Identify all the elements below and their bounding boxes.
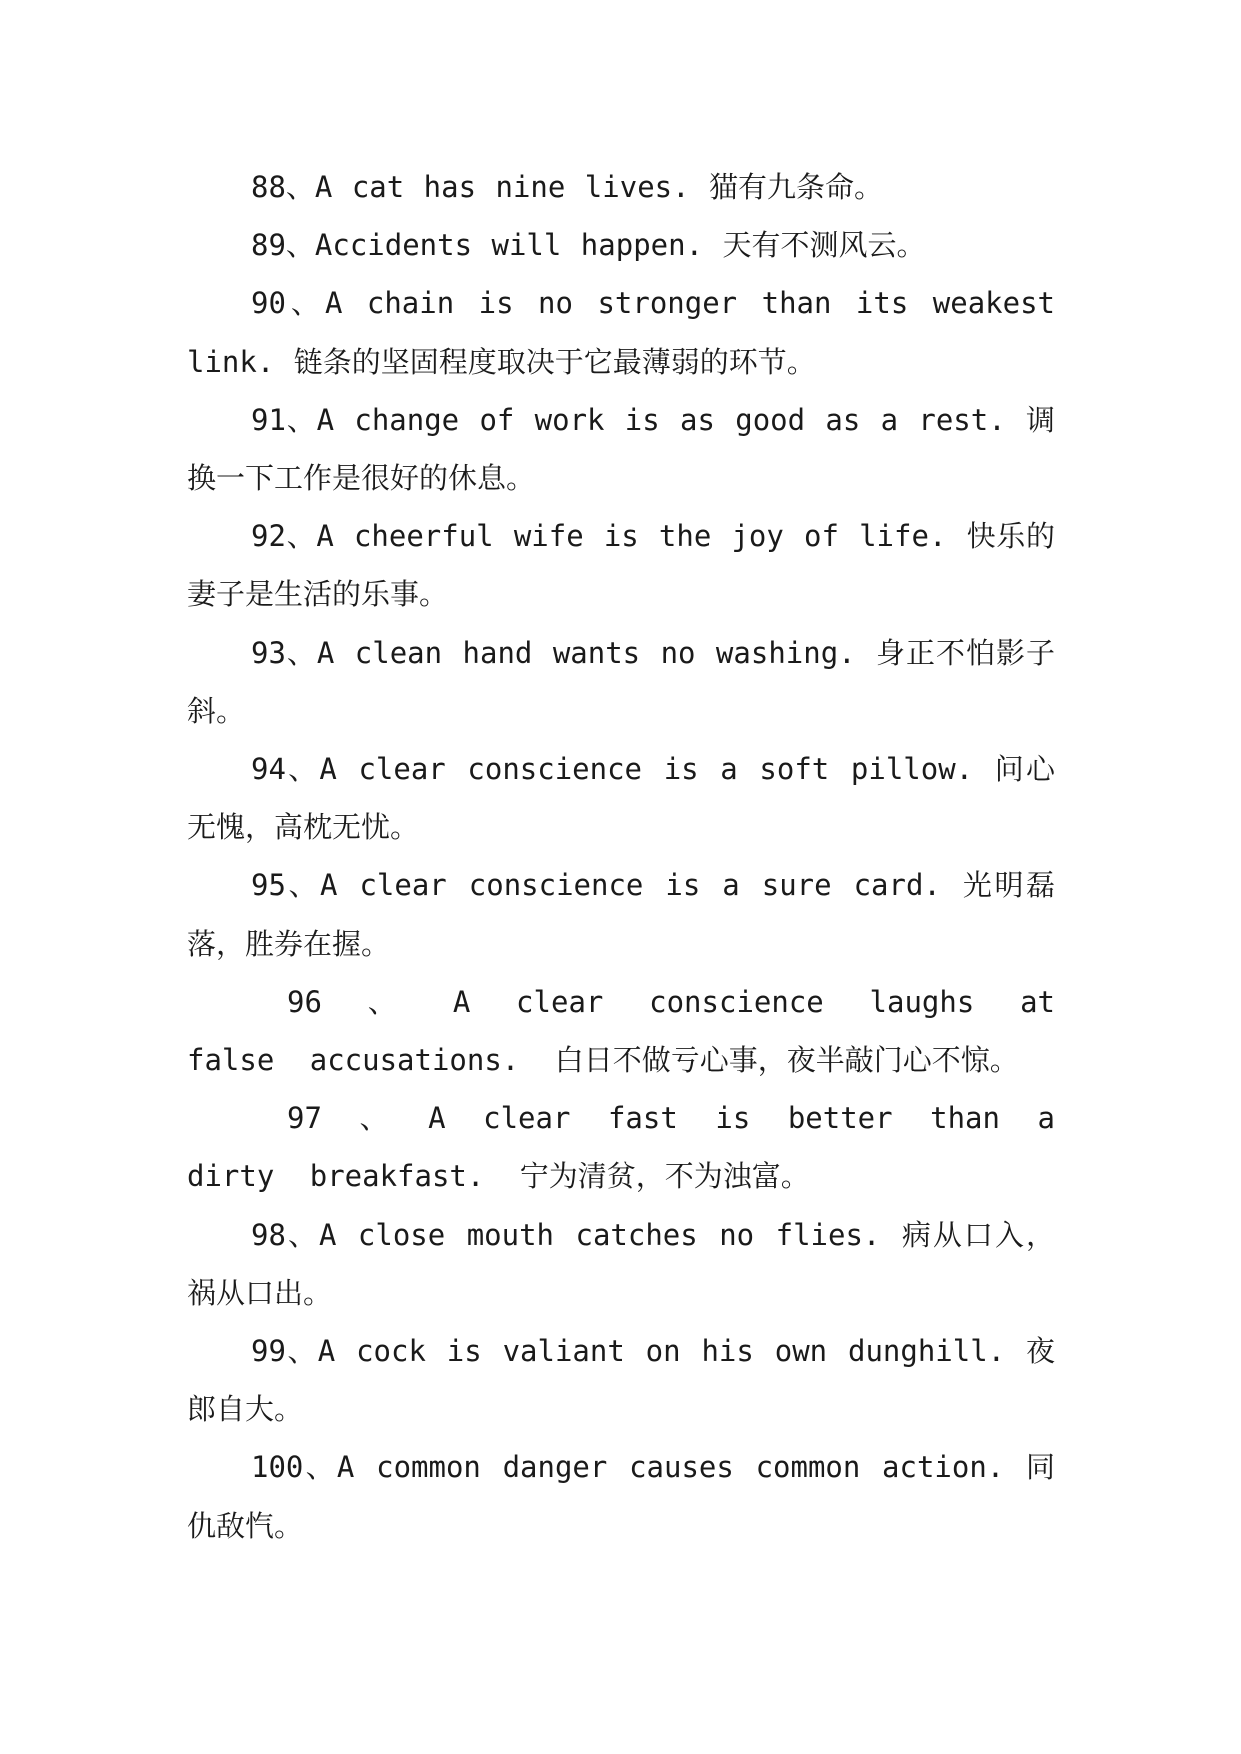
proverb-98: 98、A close mouth catches no flies. 病从口入，祸从口出。 (187, 1217, 1055, 1310)
proverb-94: 94、A clear conscience is a soft pillow. 问心无愧，高枕无忧。 (187, 752, 1055, 845)
proverb-90: 90、A chain is no stronger than its weakest link. 链条的坚固程度取决于它最薄弱的环节。 (187, 286, 1055, 379)
proverb-96: 96 、 A clear conscience laughs at false accusations. 白日不做亏心事，夜半敲门心不惊。 (187, 984, 1055, 1078)
proverb-100: 100、A common danger causes common action. 同仇敌忾。 (187, 1450, 1055, 1543)
proverb-list (187, 158, 1055, 1555)
proverb-95: 95、A clear conscience is a sure card. 光明磊落，胜券在握。 (187, 868, 1055, 961)
proverb-97: 97 、 A clear fast is better than a dirty breakfast. 宁为清贫，不为浊富。 (187, 1101, 1055, 1194)
proverb-91: 91、A change of work is as good as a rest. 调换一下工作是很好的休息。 (187, 402, 1055, 496)
proverb-88: 88、A cat has nine lives. 猫有九条命。 (251, 170, 884, 204)
proverb-92: 92、A cheerful wife is the joy of life. 快乐的妻子是生活的乐事。 (187, 519, 1055, 612)
proverb-89: 89、Accidents will happen. 天有不测风云。 (251, 228, 926, 263)
proverb-99: 99、A cock is valiant on his own dunghill. 夜郎自大。 (187, 1334, 1055, 1427)
proverb-93: 93、A clean hand wants no washing. 身正不怕影子斜。 (187, 635, 1055, 728)
